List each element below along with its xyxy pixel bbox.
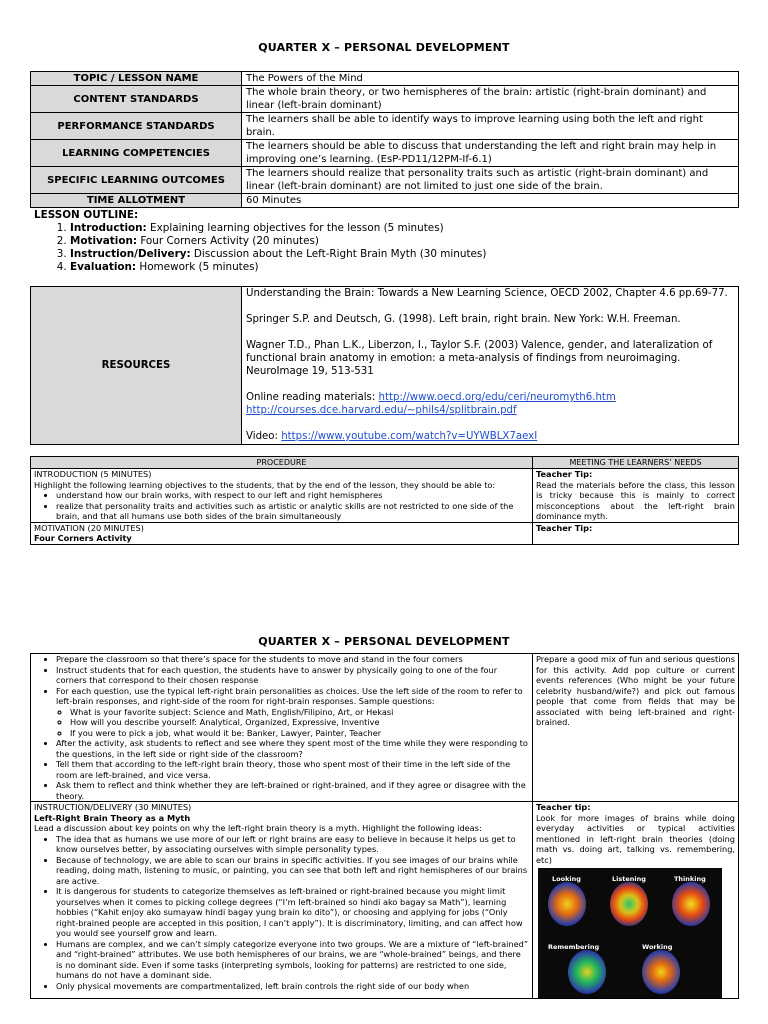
outline-item: 4. Evaluation: Homework (5 minutes)	[70, 261, 486, 274]
motivation-sub: Four Corners Activity	[34, 533, 132, 543]
instruction-heading: INSTRUCTION/DELIVERY (30 MINUTES)	[34, 802, 192, 812]
video-label: Video:	[246, 431, 282, 442]
procedure-table	[30, 456, 739, 545]
video-link[interactable]: https://www.youtube.com/watch?v=UYWBLX7aexI	[281, 431, 538, 442]
intro-heading: INTRODUCTION (5 MINUTES)	[34, 469, 152, 479]
resource-ref: Springer S.P. and Deutsch, G. (1998). Left brain, right brain. New York: W.H. Freeman.	[246, 314, 681, 325]
row-value: The Powers of the Mind	[242, 72, 739, 86]
resources-label: RESOURCES	[31, 287, 242, 445]
outline-item: 3. Instruction/Delivery: Discussion about the Left-Right Brain Myth (30 minutes)	[70, 248, 486, 261]
tip-cell	[533, 469, 739, 523]
needs-header: MEETING THE LEARNERS’ NEEDS	[533, 457, 739, 469]
resource-link[interactable]: http://www.oecd.org/edu/ceri/neuromyth6.htm	[378, 392, 616, 403]
list-item: ◦ If you were to pick a job, what would it be: Banker, Lawyer, Painter, Teacher	[70, 728, 529, 739]
brain-label: Working	[642, 943, 673, 951]
tip-cell	[533, 802, 739, 999]
list-item: • Ask them to reflect and think whether they are left-brained or right-brained, and if they agree or disagree with the theory.	[56, 780, 529, 801]
instruction-text: Lead a discussion about key points on why the left-right brain theory is a myth. Highlight the following ideas:	[34, 823, 482, 833]
outline-item: 1. Introduction: Explaining learning objectives for the lesson (5 minutes)	[70, 222, 486, 235]
list-item: ◦ How will you describe yourself: Analytical, Organized, Expressive, Inventive	[70, 717, 529, 728]
list-item: • Instruct students that for each question, the students have to answer by physically going to one of the four corners that correspond to their chosen response	[56, 665, 529, 686]
intro-text: Highlight the following learning objectives to the students, that by the end of the lesson, they should be able to:	[34, 479, 496, 490]
intro-cell	[31, 469, 533, 523]
row-label: TIME ALLOTMENT	[31, 194, 242, 208]
tip-label: Teacher tip:	[536, 802, 591, 812]
list-item: • realize that personality traits and activities such as artistic or analytic skills are not restricted to one side of the brain, and that all humans use both sides of the brain simultaneously	[56, 501, 529, 522]
list-item: • After the activity, ask students to reflect and see where they spent most of the time while they were responding to the questions, in the left side or right side of the classroom?	[56, 738, 529, 759]
resource-link[interactable]: http://courses.dce.harvard.edu/~phils4/splitbrain.pdf	[246, 405, 517, 416]
resources-table	[30, 286, 739, 445]
list-item: • Prepare the classroom so that there’s space for the students to move and stand in the four corners	[56, 654, 529, 665]
list-item: • The idea that as humans we use more of our left or right brains are easy to believe in because it helps us get to know ourselves better, by associating ourselves with simple personality types.	[56, 834, 529, 855]
row-value: The learners should realize that personality traits such as artistic (right-brain dominant) and linear (left-brain dominant) are not limited to just one side of the brain.	[242, 167, 739, 194]
resource-ref: Understanding the Brain: Towards a New Learning Science, OECD 2002, Chapter 4.6 pp.69-77.	[246, 288, 728, 299]
page-title: QUARTER X – PERSONAL DEVELOPMENT	[258, 635, 510, 648]
row-value: The learners shall be able to identify ways to improve learning using both the left and right brain.	[242, 113, 739, 140]
list-item: • Only physical movements are compartmentalized, left brain controls the right side of our body when	[56, 981, 529, 992]
resources-list	[242, 287, 739, 445]
list-item: • It is dangerous for students to categorize themselves as left-brained or right-brained because you might limit yourselves when it comes to picking college degrees (“I’m left-brained so hindi ako bagay sa Math”), learning hobbies (“Kahit enjoy ako sumayaw hindi bagay yung brain ko dito”), or choosing and applying for jobs (“Only right-brained people are accepted in this position, I can’t apply”). It is discriminatory, limiting, and can affect how you would see yourself grow and learn.	[56, 886, 529, 939]
row-label: SPECIFIC LEARNING OUTCOMES	[31, 167, 242, 194]
list-item: • Because of technology, we are able to scan our brains in specific activities. If you see images of our brains while reading, doing math, listening to music, or painting, you can see that both left and right hemispheres of our brains are active.	[56, 855, 529, 887]
row-value: The learners should be able to discuss that understanding the left and right brain may help in improving one’s learning. (EsP-PD11/12PM-If-6.1)	[242, 140, 739, 167]
brain-label: Thinking	[674, 875, 706, 883]
online-label: Online reading materials:	[246, 392, 379, 403]
lesson-info-table	[30, 71, 739, 208]
tip-text: Read the materials before the class, this lesson is tricky because this is mainly to correct misconceptions about the left-right brain dominance myth.	[536, 479, 735, 521]
procedure-table-continued	[30, 653, 739, 999]
outline-heading: LESSON OUTLINE:	[34, 209, 139, 221]
lesson-outline	[34, 209, 486, 274]
row-label: LEARNING COMPETENCIES	[31, 140, 242, 167]
tip-text: Look for more images of brains while doing everyday activities or typical activities mentioned in left-right brain theories (doing math vs. doing art, talking vs. remembering, etc)	[536, 812, 735, 865]
outline-item: 2. Motivation: Four Corners Activity (20 minutes)	[70, 235, 486, 248]
list-item: • understand how our brain works, with respect to our left and right hemispheres	[56, 490, 529, 501]
brain-scan-image	[538, 868, 722, 998]
row-value: The whole brain theory, or two hemispheres of the brain: artistic (right-brain dominant) and linear (left-brain dominant)	[242, 86, 739, 113]
page-title: QUARTER X – PERSONAL DEVELOPMENT	[258, 41, 510, 54]
row-value: 60 Minutes	[242, 194, 739, 208]
brain-label: Listening	[612, 875, 646, 883]
tip-text: Prepare a good mix of fun and serious questions for this activity. Add pop culture or current events references (Who might be your future celebrity husband/wife?) and pick out famous people that come from fields that may be associated with being left-brained and right-brained.	[536, 654, 735, 727]
instruction-sub: Left-Right Brain Theory as a Myth	[34, 812, 191, 823]
tip-label: Teacher Tip:	[536, 522, 593, 533]
brain-label: Looking	[552, 875, 581, 883]
row-label: PERFORMANCE STANDARDS	[31, 113, 242, 140]
list-item: • For each question, use the typical left-right brain personalities as choices. Use the left side of the room to refer to left-brain responses, and right-side of the room for right-brain responses. Sample questions:	[56, 686, 529, 707]
instruction-cell	[31, 802, 533, 999]
row-label: CONTENT STANDARDS	[31, 86, 242, 113]
brain-label: Remembering	[548, 943, 600, 951]
tip-cell	[533, 522, 739, 544]
tip-cell	[533, 654, 739, 802]
tip-label: Teacher Tip:	[536, 469, 593, 479]
procedure-header: PROCEDURE	[31, 457, 533, 469]
row-label: TOPIC / LESSON NAME	[31, 72, 242, 86]
resource-ref: Wagner T.D., Phan L.K., Liberzon, I., Taylor S.F. (2003) Valence, gender, and lateralization of functional brain anatomy in emotion: a meta-analysis of findings from neuroimaging. NeuroImage 19, 513-531	[246, 340, 713, 377]
motivation-cell	[31, 522, 533, 544]
activity-cell	[31, 654, 533, 802]
list-item: • Humans are complex, and we can’t simply categorize everyone into two groups. We are a mixture of “left-brained” and “right-brained” attributes. We use both hemispheres of our brains, we are “whole-brained” beings, and there is no dominant side. Even if some tasks (interpreting symbols, looking for patterns) are restricted to one side, humans do not have a dominant side.	[56, 939, 529, 981]
list-item: ◦ What is your favorite subject: Science and Math, English/Filipino, Art, or Hekasi	[70, 707, 529, 718]
list-item: • Tell them that according to the left-right brain theory, those who spent most of their time in the left side of the room are left-brained, and vice versa.	[56, 759, 529, 780]
motivation-heading: MOTIVATION (20 MINUTES)	[34, 522, 144, 533]
